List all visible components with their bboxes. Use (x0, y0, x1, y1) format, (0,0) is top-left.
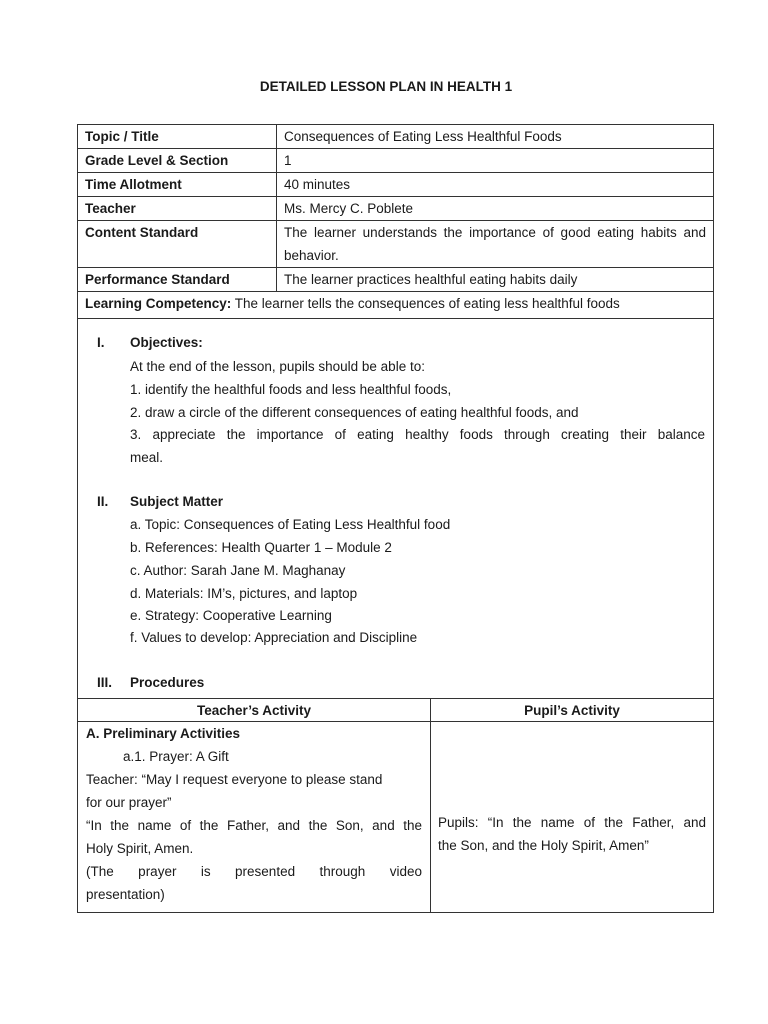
subject-matter-heading: Subject Matter (130, 494, 224, 509)
time-value: 40 minutes (277, 173, 714, 197)
pupil-activity-header: Pupil’s Activity (431, 699, 714, 722)
objective-item-2: 2. draw a circle of the different consequences of eating healthful foods, and (130, 405, 579, 420)
teacher-activity-cell (78, 722, 431, 913)
teacher-line: Holy Spirit, Amen. (86, 841, 194, 856)
table-row (78, 722, 714, 913)
table-row (78, 197, 714, 221)
teacher-line: for our prayer” (86, 795, 172, 810)
competency-label: Learning Competency: (85, 296, 232, 311)
pupil-line: the Son, and the Holy Spirit, Amen” (438, 838, 649, 853)
teacher-activity-header: Teacher’s Activity (78, 699, 431, 722)
subject-matter-references: b. References: Health Quarter 1 – Module 2 (130, 540, 392, 555)
teacher-label: Teacher (78, 197, 277, 221)
topic-value: Consequences of Eating Less Healthful Foods (277, 125, 714, 149)
objectives-numeral: I. (97, 335, 105, 350)
teacher-line: “In the name of the Father, and the Son, and the (86, 818, 422, 833)
teacher-line: Teacher: “May I request everyone to please stand (86, 772, 383, 787)
pupil-activity-cell (431, 722, 714, 913)
table-row (78, 125, 714, 149)
objective-item-1: 1. identify the healthful foods and less healthful foods, (130, 382, 452, 397)
grade-value: 1 (277, 149, 714, 173)
table-row (78, 268, 714, 292)
objectives-intro: At the end of the lesson, pupils should be able to: (130, 359, 425, 374)
subject-matter-author: c. Author: Sarah Jane M. Maghanay (130, 563, 346, 578)
preliminary-activities-heading: A. Preliminary Activities (86, 726, 241, 741)
objectives-heading: Objectives: (130, 335, 203, 350)
lesson-info-table (77, 124, 714, 319)
document-title: DETAILED LESSON PLAN IN HEALTH 1 (259, 79, 513, 94)
procedures-numeral: III. (97, 675, 113, 690)
teacher-value: Ms. Mercy C. Poblete (277, 197, 714, 221)
competency-value: The learner tells the consequences of eating less healthful foods (231, 296, 620, 311)
time-label: Time Allotment (78, 173, 277, 197)
teacher-line: (The prayer is presented through video (86, 864, 422, 879)
table-row (78, 173, 714, 197)
performance-standard-value: The learner practices healthful eating habits daily (277, 268, 714, 292)
content-standard-label: Content Standard (78, 221, 277, 268)
grade-label: Grade Level & Section (78, 149, 277, 173)
pupil-line: Pupils: “In the name of the Father, and (438, 815, 706, 830)
lesson-body (77, 313, 714, 698)
performance-standard-label: Performance Standard (78, 268, 277, 292)
prayer-item: a.1. Prayer: A Gift (123, 749, 229, 764)
content-standard-value: The learner understands the importance of good eating habits and behavior. (277, 221, 714, 268)
subject-matter-topic: a. Topic: Consequences of Eating Less Healthful food (130, 517, 451, 532)
table-row (78, 221, 714, 268)
objective-item-3-continued: meal. (130, 450, 164, 465)
subject-matter-numeral: II. (97, 494, 109, 509)
subject-matter-values: f. Values to develop: Appreciation and Discipline (130, 630, 418, 645)
topic-label: Topic / Title (78, 125, 277, 149)
subject-matter-materials: d. Materials: IM’s, pictures, and laptop (130, 586, 358, 601)
procedures-table (77, 698, 714, 913)
subject-matter-strategy: e. Strategy: Cooperative Learning (130, 608, 332, 623)
procedures-heading: Procedures (130, 675, 205, 690)
objective-item-3: 3. appreciate the importance of eating healthy foods through creating their balance (130, 427, 705, 442)
table-header-row (78, 699, 714, 722)
table-row (78, 149, 714, 173)
spacer (438, 722, 706, 811)
teacher-line: presentation) (86, 887, 165, 902)
